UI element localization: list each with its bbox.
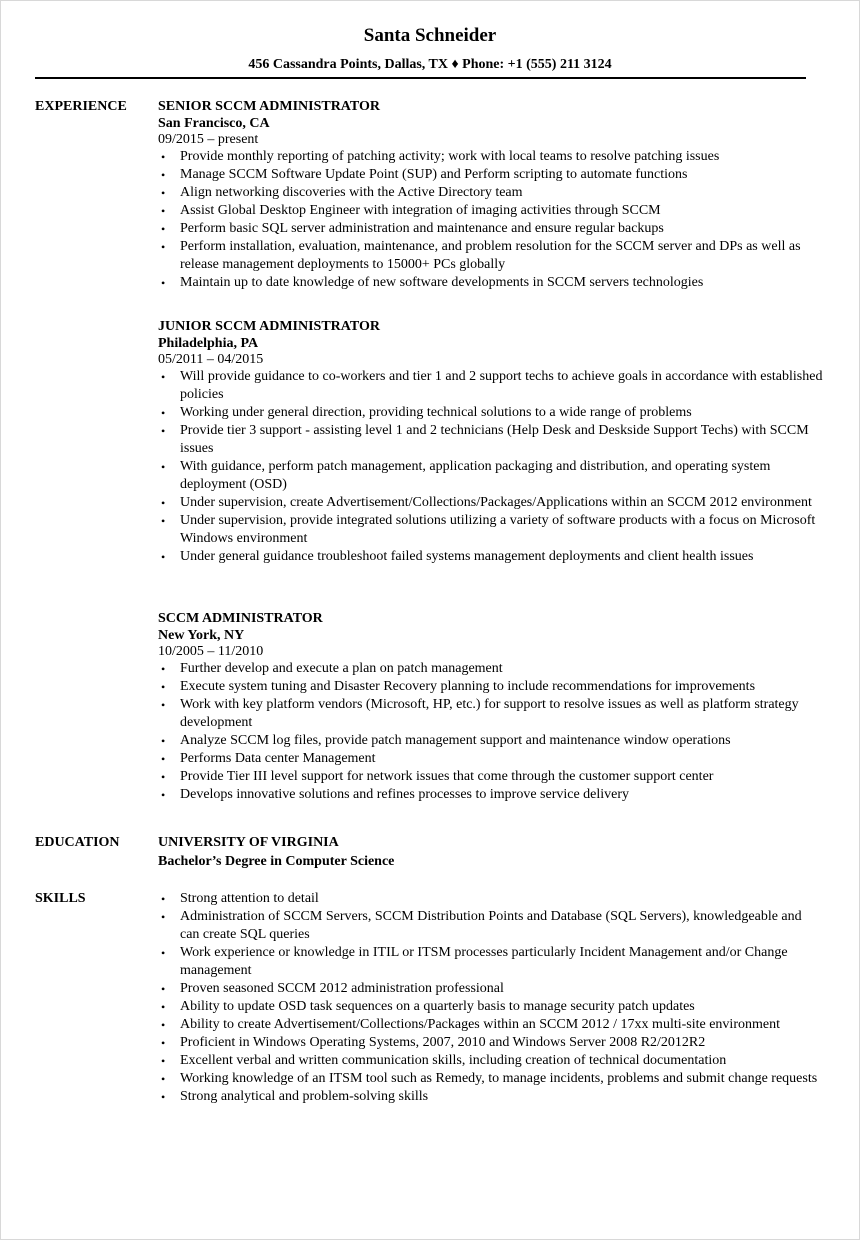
job-entry [158,98,823,292]
bullet-dot-icon: • [161,496,166,510]
skills-section [35,890,825,1130]
bullet-item [158,908,823,944]
bullet-item [158,422,823,458]
bullet-dot-icon: • [161,788,166,802]
bullet-text: Develops innovative solutions and refines processes to improve service delivery [180,787,630,802]
experience-section [35,98,825,808]
bullet-text: Manage SCCM Software Update Point (SUP) and Perform scripting to automate functions [180,167,688,182]
bullet-item [158,750,823,768]
bullet-item [158,368,823,404]
bullet-text: Perform basic SQL server administration and maintenance and ensure regular backups [180,221,664,236]
job-bullets [158,148,823,292]
bullet-dot-icon: • [161,1000,166,1014]
education-section [35,834,825,874]
bullet-item [158,786,823,804]
job-entry [158,610,823,804]
bullet-text: Further develop and execute a plan on patch management [180,661,503,676]
bullet-dot-icon: • [161,424,166,438]
bullet-text: Proven seasoned SCCM 2012 administration professional [180,981,504,996]
bullet-text: Ability to update OSD task sequences on a quarterly basis to manage security patch updates [180,999,695,1014]
bullet-text: Ability to create Advertisement/Collections/Packages within an SCCM 2012 / 17xx multi-site environment [180,1017,780,1032]
job-location: New York, NY [158,628,245,643]
bullet-dot-icon: • [161,892,166,906]
bullet-dot-icon: • [161,550,166,564]
bullet-dot-icon: • [161,240,166,254]
bullet-dot-icon: • [161,1054,166,1068]
bullet-item [158,1070,823,1088]
bullet-item [158,166,823,184]
bullet-text: Administration of SCCM Servers, SCCM Distribution Points and Database (SQL Servers), knowledgeable and can create SQL queries [180,909,802,942]
skills-bullets [158,890,823,1106]
bullet-item [158,1088,823,1106]
bullet-dot-icon: • [161,982,166,996]
job-dates: 10/2005 – 11/2010 [158,644,264,659]
bullet-text: Under general guidance troubleshoot failed systems management deployments and client health issues [180,549,754,564]
bullet-text: Perform installation, evaluation, maintenance, and problem resolution for the SCCM server and DPs as well as release management deployments to 15000+ PCs globally [180,239,801,272]
bullet-item [158,274,823,292]
job-bullets [158,368,823,566]
resume-header [0,24,860,73]
bullet-dot-icon: • [161,168,166,182]
bullet-item [158,404,823,422]
bullet-item [158,732,823,750]
bullet-text: Strong analytical and problem-solving skills [180,1089,429,1104]
job-bullets [158,660,823,804]
bullet-dot-icon: • [161,698,166,712]
bullet-item [158,548,823,566]
bullet-dot-icon: • [161,1018,166,1032]
bullet-text: Provide tier 3 support - assisting level 1 and 2 technicians (Help Desk and Deskside Support Techs) with SCCM issues [180,423,809,456]
job-entry [158,318,823,566]
bullet-dot-icon: • [161,406,166,420]
bullet-dot-icon: • [161,1090,166,1104]
bullet-dot-icon: • [161,514,166,528]
bullet-item [158,1052,823,1070]
header-divider [35,77,806,79]
bullet-dot-icon: • [161,1072,166,1086]
bullet-dot-icon: • [161,910,166,924]
bullet-dot-icon: • [161,204,166,218]
bullet-item [158,890,823,908]
bullet-text: Align networking discoveries with the Active Directory team [180,185,523,200]
bullet-text: Provide monthly reporting of patching activity; work with local teams to resolve patching issues [180,149,720,164]
bullet-text: Work with key platform vendors (Microsoft, HP, etc.) for support to resolve issues as well as platform strategy development [180,697,799,730]
bullet-dot-icon: • [161,770,166,784]
bullet-text: Under supervision, create Advertisement/Collections/Packages/Applications within an SCCM 2012 environment [180,495,812,510]
bullet-dot-icon: • [161,752,166,766]
bullet-item [158,998,823,1016]
bullet-dot-icon: • [161,222,166,236]
bullet-text: Assist Global Desktop Engineer with integration of imaging activities through SCCM [180,203,661,218]
bullet-item [158,1016,823,1034]
bullet-dot-icon: • [161,680,166,694]
section-label-skills: SKILLS [35,891,86,906]
job-location: San Francisco, CA [158,116,270,131]
bullet-item [158,944,823,980]
bullet-item [158,458,823,494]
bullet-item [158,696,823,732]
bullet-text: Work experience or knowledge in ITIL or ITSM processes particularly Incident Management and/or Change management [180,945,788,978]
bullet-text: Analyze SCCM log files, provide patch management support and maintenance window operations [180,733,731,748]
bullet-dot-icon: • [161,186,166,200]
skills-body [158,890,823,1106]
job-title: SENIOR SCCM ADMINISTRATOR [158,99,380,114]
job-title: SCCM ADMINISTRATOR [158,611,323,626]
bullet-item [158,1034,823,1052]
bullet-text: Strong attention to detail [180,891,319,906]
job-dates: 09/2015 – present [158,132,259,147]
degree-name: Bachelor’s Degree in Computer Science [158,854,395,869]
bullet-text: Provide Tier III level support for network issues that come through the customer support center [180,769,714,784]
bullet-text: Working under general direction, providing technical solutions to a wide range of problems [180,405,692,420]
school-name: UNIVERSITY OF VIRGINIA [158,835,339,850]
section-label-education: EDUCATION [35,835,120,850]
bullet-text: With guidance, perform patch management, application packaging and distribution, and operating system deployment (OSD) [180,459,771,492]
bullet-item [158,494,823,512]
bullet-text: Excellent verbal and written communication skills, including creation of technical documentation [180,1053,727,1068]
bullet-item [158,202,823,220]
bullet-dot-icon: • [161,460,166,474]
bullet-text: Proficient in Windows Operating Systems, 2007, 2010 and Windows Server 2008 R2/2012R2 [180,1035,706,1050]
bullet-item [158,678,823,696]
bullet-dot-icon: • [161,370,166,384]
bullet-item [158,148,823,166]
bullet-text: Performs Data center Management [180,751,376,766]
job-location: Philadelphia, PA [158,336,259,351]
bullet-item [158,220,823,238]
bullet-item [158,768,823,786]
bullet-item [158,980,823,998]
bullet-dot-icon: • [161,1036,166,1050]
bullet-item [158,660,823,678]
bullet-item [158,184,823,202]
section-label-experience: EXPERIENCE [35,99,127,114]
bullet-text: Working knowledge of an ITSM tool such as Remedy, to manage incidents, problems and submit change requests [180,1071,818,1086]
bullet-text: Will provide guidance to co-workers and tier 1 and 2 support techs to achieve goals in accordance with established policies [180,369,823,402]
bullet-dot-icon: • [161,662,166,676]
bullet-dot-icon: • [161,150,166,164]
bullet-text: Under supervision, provide integrated solutions utilizing a variety of software products with a focus on Microsoft Windows environment [180,513,816,546]
candidate-name: Santa Schneider [363,25,497,46]
bullet-text: Maintain up to date knowledge of new software developments in SCCM servers technologies [180,275,704,290]
education-body [158,834,823,872]
bullet-text: Execute system tuning and Disaster Recovery planning to include recommendations for improvements [180,679,756,694]
bullet-item [158,512,823,548]
job-dates: 05/2011 – 04/2015 [158,352,264,367]
bullet-dot-icon: • [161,276,166,290]
bullet-item [158,238,823,274]
contact-line: 456 Cassandra Points, Dallas, TX ♦ Phone: +1 (555) 211 3124 [248,57,612,72]
job-title: JUNIOR SCCM ADMINISTRATOR [158,319,380,334]
bullet-dot-icon: • [161,734,166,748]
bullet-dot-icon: • [161,946,166,960]
